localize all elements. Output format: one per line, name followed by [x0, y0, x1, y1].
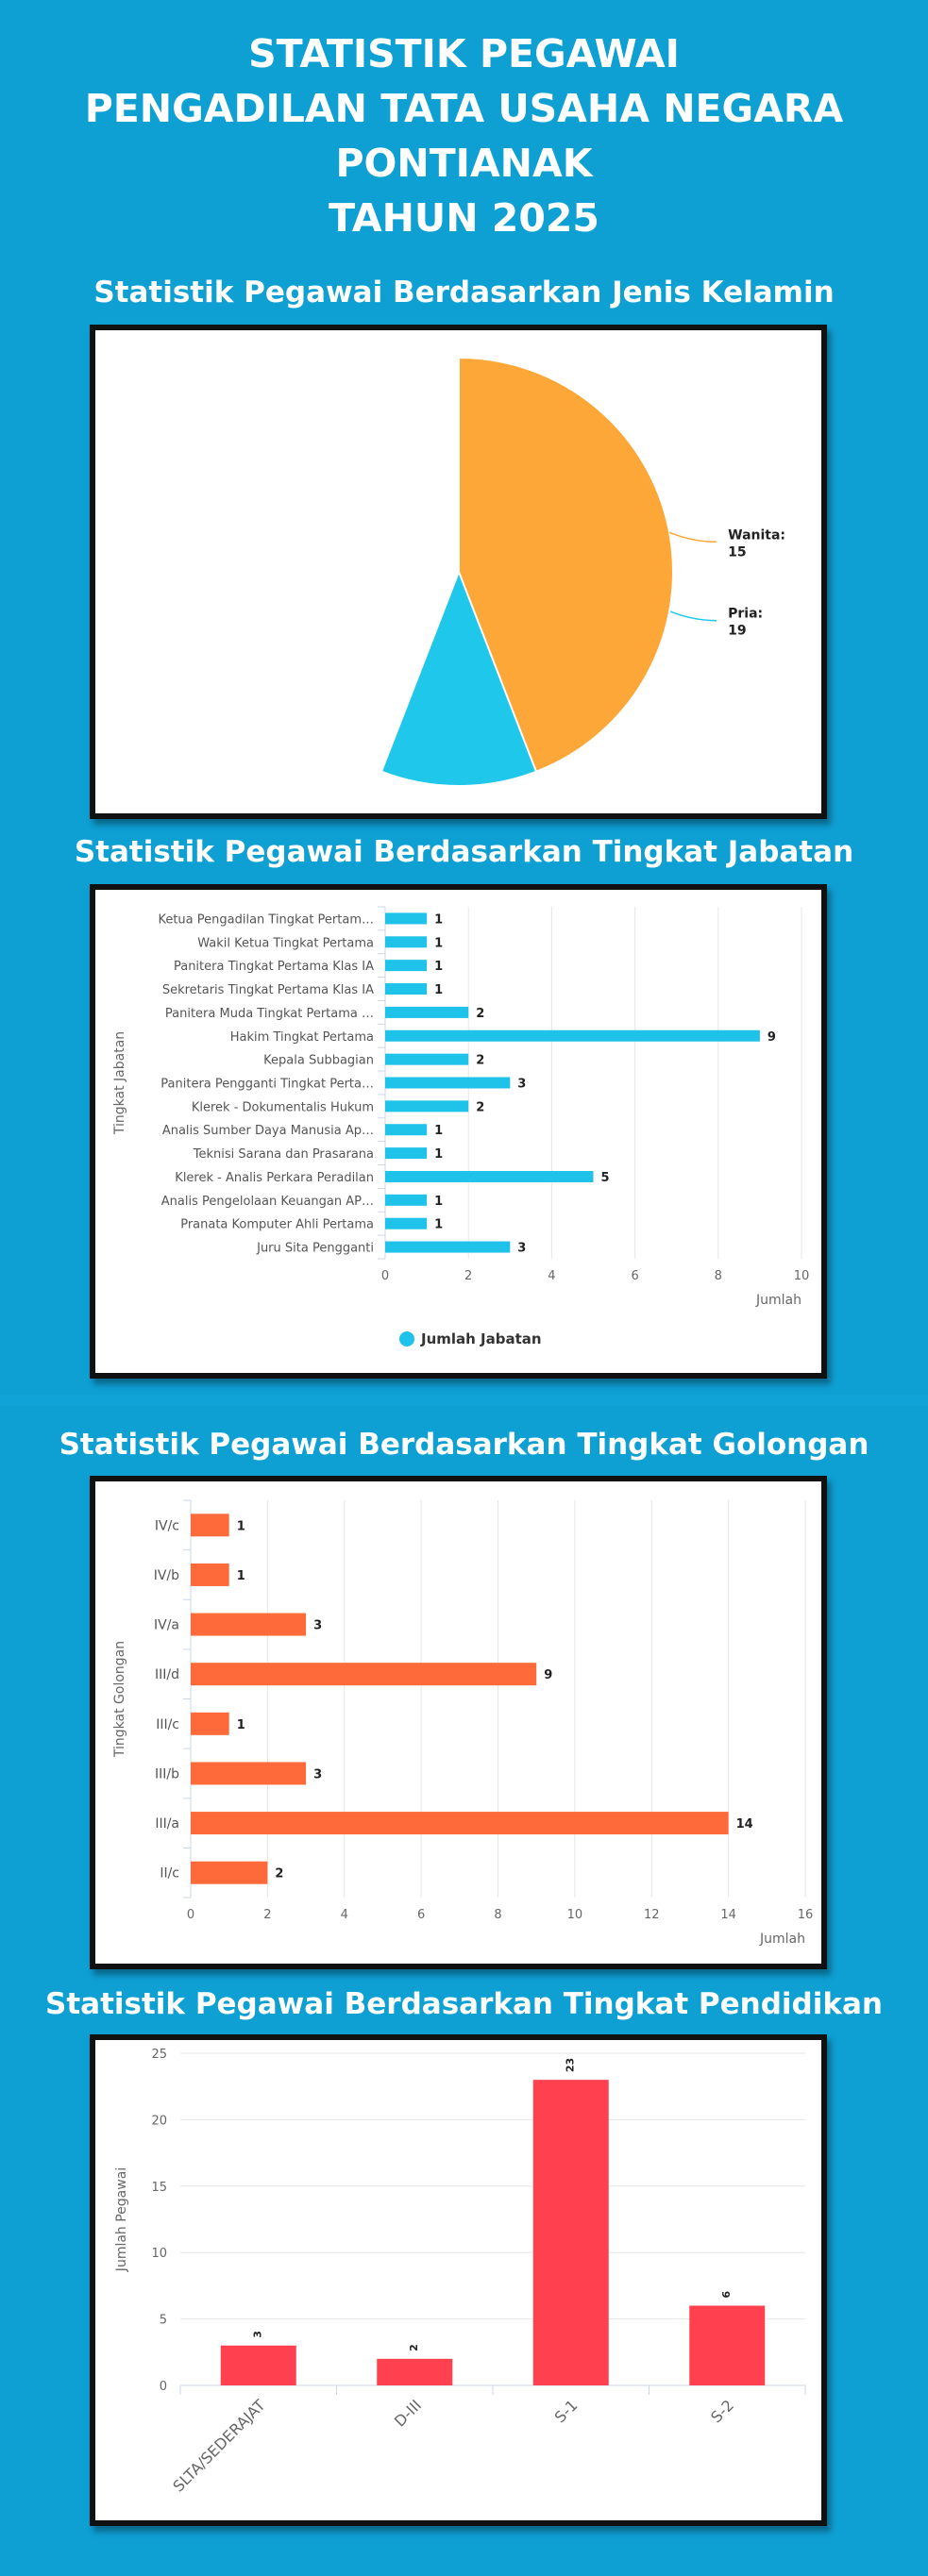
bar-value-label: 23 [564, 2057, 577, 2073]
y-category-label: Kepala Subbagian [263, 1053, 374, 1068]
bar [385, 1124, 427, 1135]
y-tick-label: 25 [151, 2048, 167, 2062]
bar [689, 2306, 765, 2385]
bar-value-label: 14 [735, 1817, 753, 1832]
x-tick-label: 2 [464, 1269, 473, 1283]
page-title-line: PONTIANAK [335, 141, 593, 186]
bar [385, 1218, 427, 1229]
y-category-label: III/c [156, 1716, 179, 1732]
bar [385, 1147, 427, 1159]
section-divider [0, 1395, 928, 1406]
bar [191, 1812, 729, 1834]
pie-label-value: 15 [728, 544, 747, 560]
bar [191, 1862, 267, 1884]
jabatan-bar-chart [95, 890, 821, 1373]
y-tick-label: 0 [159, 2380, 167, 2394]
bar-value-label: 1 [434, 1194, 444, 1209]
bar-value-label: 3 [517, 1077, 527, 1092]
y-category-label: Panitera Tingkat Pertama Klas IA [173, 960, 374, 975]
bar-value-label: 1 [434, 1147, 444, 1163]
bar [385, 1242, 510, 1253]
y-category-label: IV/b [153, 1567, 179, 1583]
bar [385, 1078, 510, 1089]
x-tick-label: 4 [548, 1269, 556, 1283]
golongan-chart-card [90, 1476, 827, 1969]
bar [385, 1054, 468, 1065]
bar [385, 983, 427, 995]
bar [221, 2346, 296, 2385]
jabatan-chart-card [90, 884, 827, 1379]
bar [377, 2359, 452, 2385]
bar-value-label: 1 [434, 912, 444, 928]
y-category-label: IV/a [153, 1617, 179, 1633]
gender-pie-chart [95, 330, 821, 813]
bar-value-label: 6 [720, 2290, 734, 2299]
bar-value-label: 5 [600, 1170, 610, 1185]
gender-section-title: Statistik Pegawai Berdasarkan Jenis Kelamin [93, 276, 835, 309]
x-axis-title: Jumlah [756, 1293, 801, 1308]
x-tick-label: 6 [631, 1269, 639, 1283]
pendidikan-chart-card [90, 2034, 827, 2526]
y-axis-title: Jumlah Pegawai [114, 2166, 129, 2272]
bar-value-label: 2 [476, 1100, 485, 1115]
bar [191, 1514, 229, 1536]
y-category-label: Hakim Tingkat Pertama [229, 1029, 374, 1045]
golongan-bar-chart [95, 1481, 821, 1964]
bar [533, 2080, 609, 2385]
y-category-label: II/c [160, 1865, 179, 1882]
x-tick-label: 4 [340, 1908, 348, 1922]
bar [191, 1614, 306, 1636]
pie-label-name: Wanita: [728, 527, 786, 544]
x-tick-label: 8 [494, 1908, 502, 1922]
y-category-label: Panitera Muda Tingkat Pertama … [164, 1006, 374, 1021]
x-tick-label: 16 [797, 1908, 814, 1922]
y-category-label: III/b [155, 1766, 179, 1782]
bar-value-label: 1 [434, 1217, 444, 1232]
y-tick-label: 10 [151, 2247, 167, 2262]
x-tick-label: 12 [643, 1908, 660, 1922]
bar-value-label: 1 [434, 983, 444, 998]
y-category-label: Sekretaris Tingkat Pertama Klas IA [161, 983, 374, 998]
y-category-label: Analis Pengelolaan Keuangan AP… [160, 1194, 374, 1209]
bar-value-label: 9 [767, 1029, 776, 1045]
pie-connector [669, 611, 717, 621]
bar [385, 1195, 427, 1206]
y-category-label: III/d [155, 1667, 179, 1683]
x-tick-label: 6 [416, 1908, 426, 1922]
bar [385, 936, 427, 947]
bar [385, 1100, 468, 1112]
y-category-label: Wakil Ketua Tingkat Pertama [197, 936, 374, 951]
gender-chart-card [90, 325, 827, 819]
y-tick-label: 5 [159, 2313, 167, 2328]
y-category-label: Panitera Pengganti Tingkat Perta… [160, 1077, 374, 1092]
bar [191, 1762, 306, 1784]
pie-label-value: 19 [728, 623, 747, 639]
x-tick-label: 2 [263, 1908, 272, 1922]
bar-value-label: 3 [313, 1767, 323, 1782]
bar-value-label: 2 [476, 1053, 485, 1068]
y-category-label: Ketua Pengadilan Tingkat Pertam… [158, 912, 374, 928]
bar [191, 1713, 229, 1735]
y-category-label: Teknisi Sarana dan Prasarana [193, 1147, 374, 1163]
bar-value-label: 3 [313, 1618, 323, 1633]
pie-connector [669, 532, 717, 542]
y-tick-label: 15 [151, 2180, 167, 2195]
y-category-label: IV/c [154, 1518, 179, 1534]
bar-value-label: 2 [275, 1866, 284, 1882]
bar [385, 912, 427, 924]
legend-label: Jumlah Jabatan [421, 1330, 542, 1347]
x-tick-label: 14 [720, 1908, 736, 1922]
legend-marker [399, 1331, 414, 1347]
bar-value-label: 1 [236, 1568, 245, 1583]
jabatan-section-title: Statistik Pegawai Berdasarkan Tingkat Jabatan [74, 835, 854, 869]
bar-value-label: 1 [434, 960, 444, 975]
bar [385, 1030, 760, 1042]
bar [385, 1171, 594, 1182]
y-category-label: Klerek - Analis Perkara Peradilan [175, 1170, 374, 1185]
x-tick-label: 0 [186, 1908, 195, 1922]
x-category-label: S-2 [707, 2396, 738, 2427]
bar-value-label: 1 [434, 936, 444, 951]
x-axis-title: Jumlah [760, 1932, 805, 1947]
y-category-label: Pranata Komputer Ahli Pertama [180, 1217, 374, 1232]
bar-value-label: 3 [251, 2331, 264, 2338]
page-title-line: TAHUN 2025 [329, 195, 599, 241]
bar [385, 960, 427, 971]
bar [191, 1663, 536, 1685]
x-category-label: D-III [390, 2396, 426, 2431]
bar-value-label: 1 [434, 1124, 444, 1139]
y-category-label: Klerek - Dokumentalis Hukum [191, 1100, 374, 1115]
page-title-line: STATISTIK PEGAWAI [248, 31, 680, 76]
x-tick-label: 0 [380, 1269, 390, 1283]
bar-value-label: 9 [544, 1668, 553, 1683]
bar-value-label: 3 [517, 1241, 527, 1256]
page-title [0, 26, 928, 245]
pendidikan-section-title: Statistik Pegawai Berdasarkan Tingkat Pendidikan [45, 1987, 883, 2021]
y-axis-title: Tingkat Golongan [112, 1640, 127, 1758]
y-category-label: III/a [155, 1816, 179, 1832]
x-category-label: S-1 [550, 2396, 582, 2427]
bar [385, 1007, 468, 1018]
bar-value-label: 1 [236, 1717, 245, 1732]
y-category-label: Analis Sumber Daya Manusia Ap… [161, 1124, 374, 1139]
bar [191, 1564, 229, 1586]
y-tick-label: 20 [151, 2114, 167, 2129]
pendidikan-bar-chart [95, 2040, 821, 2520]
x-tick-label: 8 [714, 1269, 722, 1283]
x-category-label: SLTA/SEDERAJAT [169, 2396, 269, 2496]
y-category-label: Juru Sita Pengganti [257, 1241, 374, 1256]
pie-label-name: Pria: [728, 606, 764, 622]
bar-value-label: 2 [408, 2344, 421, 2351]
x-tick-label: 10 [566, 1908, 583, 1922]
bar-value-label: 1 [236, 1519, 245, 1534]
golongan-section-title: Statistik Pegawai Berdasarkan Tingkat Golongan [59, 1428, 869, 1462]
bar-value-label: 2 [476, 1006, 485, 1021]
page-title-line: PENGADILAN TATA USAHA NEGARA [84, 86, 844, 131]
y-axis-title: Tingkat Jabatan [112, 1030, 127, 1135]
x-tick-label: 10 [793, 1269, 810, 1283]
